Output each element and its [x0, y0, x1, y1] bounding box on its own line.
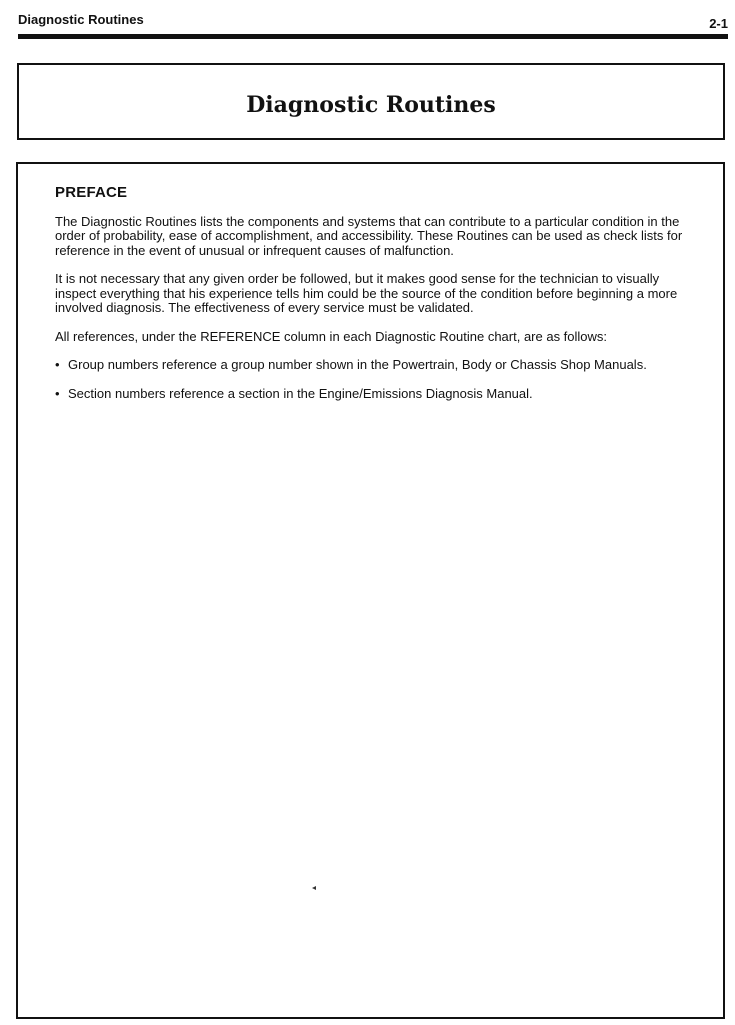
running-header	[18, 10, 728, 30]
title-box	[17, 63, 725, 140]
list-item-text: Section numbers reference a section in the Engine/Emissions Diagnosis Manual.	[68, 385, 533, 401]
page-number: 2-1	[709, 16, 728, 31]
preface-heading: PREFACE	[55, 184, 128, 201]
header-rule	[18, 34, 728, 39]
reference-list	[55, 358, 687, 401]
bullet-icon: •	[55, 357, 60, 372]
list-item-text: Group numbers reference a group number shown in the Powertrain, Body or Chassis Shop Manuals.	[68, 357, 647, 372]
preface-section	[55, 186, 687, 415]
preface-paragraph-1: The Diagnostic Routines lists the components and systems that can contribute to a particular condition in the order of probability, ease of accomplishment, and accessibility. These Routines can be used as check lists for reference in the event of unusual or infrequent causes of malfunction.	[55, 213, 683, 258]
header-section-title: Diagnostic Routines	[18, 12, 144, 27]
preface-paragraph-3: All references, under the REFERENCE column in each Diagnostic Routine chart, are as follows:	[55, 328, 608, 344]
bullet-icon: •	[55, 385, 60, 401]
stray-mark-icon	[312, 886, 316, 890]
preface-paragraph-2: It is not necessary that any given order be followed, but it makes good sense for the technician to visually inspect everything that his experience tells him could be the source of the condition before beginning a more involved diagnosis. The effectiveness of every service must be validated.	[55, 271, 678, 315]
page-title: Diagnostic Routines	[246, 92, 496, 118]
content-box	[16, 162, 725, 1019]
list-item	[55, 387, 687, 402]
list-item	[55, 358, 687, 373]
